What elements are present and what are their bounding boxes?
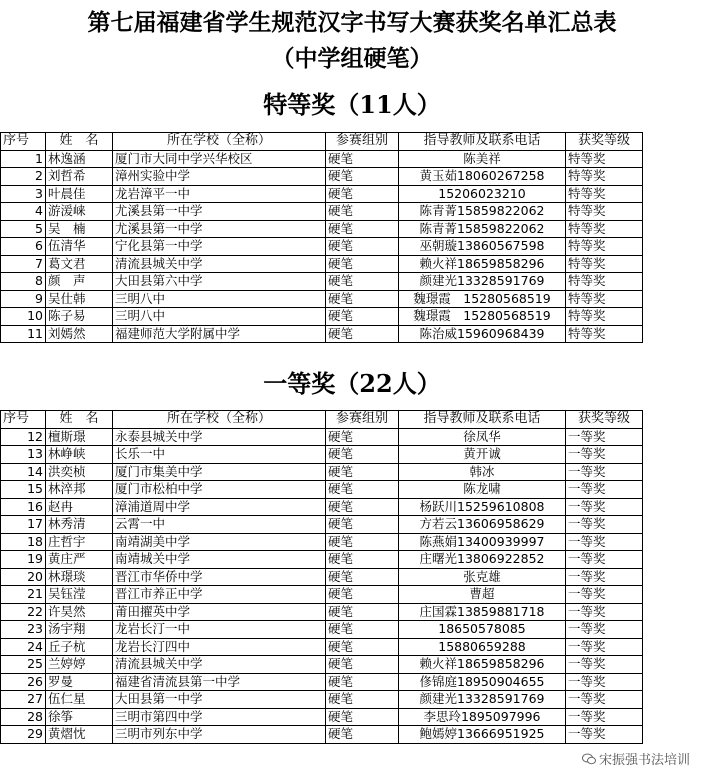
cell-level: 一等奖 [566,568,643,586]
cell-school: 三明八中 [113,308,326,326]
cell-no: 14 [1,463,46,481]
cell-teacher: 赖火祥18659858296 [399,656,566,674]
cell-no: 29 [1,726,46,744]
cell-group: 硬笔 [326,463,399,481]
cell-level: 一等奖 [566,446,643,464]
cell-level: 一等奖 [566,481,643,499]
cell-name: 林逸涵 [46,150,113,168]
table-row [1,308,643,326]
cell-school: 龙岩长汀四中 [113,638,326,656]
cell-teacher: 杨跃川15259610808 [399,498,566,516]
cell-group: 硬笔 [326,568,399,586]
cell-level: 一等奖 [566,621,643,639]
cell-teacher: 黄玉茹18060267258 [399,168,566,186]
cell-name: 庄哲宇 [46,533,113,551]
cell-name: 伍仁星 [46,691,113,709]
table-row [1,481,643,499]
cell-name: 林璟琰 [46,568,113,586]
cell-level: 一等奖 [566,551,643,569]
cell-group: 硬笔 [326,255,399,273]
cell-teacher: 15880659288 [399,638,566,656]
cell-teacher: 颜建光13328591769 [399,273,566,291]
cell-level: 一等奖 [566,498,643,516]
cell-name: 檀斯璟 [46,428,113,446]
cell-teacher: 曹超 [399,586,566,604]
table-row [1,463,643,481]
cell-teacher: 李思玲1895097996 [399,708,566,726]
cell-name: 陈子易 [46,308,113,326]
cell-school: 厦门市集美中学 [113,463,326,481]
cell-no: 23 [1,621,46,639]
cell-teacher: 鲍嫣婷13666951925 [399,726,566,744]
cell-school: 厦门市大同中学兴华校区 [113,150,326,168]
cell-name: 林淬邦 [46,481,113,499]
cell-school: 漳浦道周中学 [113,498,326,516]
table-row [1,603,643,621]
cell-name: 吴仕韩 [46,290,113,308]
cell-school: 漳州实验中学 [113,168,326,186]
table-row [1,586,643,604]
header-no: 序号 [1,133,46,151]
table-row [1,691,643,709]
cell-group: 硬笔 [326,220,399,238]
table-header-row [1,133,643,151]
first-prize-table [0,410,643,744]
table-row [1,273,643,291]
cell-teacher: 巫朝璇13860567598 [399,238,566,256]
cell-level: 特等奖 [566,150,643,168]
cell-name: 许昊然 [46,603,113,621]
cell-level: 一等奖 [566,638,643,656]
cell-group: 硬笔 [326,708,399,726]
cell-level: 一等奖 [566,428,643,446]
table-row [1,621,643,639]
cell-group: 硬笔 [326,428,399,446]
cell-group: 硬笔 [326,203,399,221]
table-row [1,428,643,446]
cell-name: 刘嫣然 [46,325,113,343]
cell-no: 3 [1,185,46,203]
cell-teacher: 庄曙光13806922852 [399,551,566,569]
cell-no: 2 [1,168,46,186]
cell-level: 特等奖 [566,308,643,326]
cell-name: 吴 楠 [46,220,113,238]
table-row [1,726,643,744]
cell-school: 南靖城关中学 [113,551,326,569]
cell-group: 硬笔 [326,290,399,308]
cell-name: 游湲崃 [46,203,113,221]
section-heading-special-prize: 特等奖（11人） [263,90,441,119]
cell-no: 4 [1,203,46,221]
cell-level: 一等奖 [566,463,643,481]
header-level: 获奖等级 [566,133,643,151]
cell-level: 特等奖 [566,185,643,203]
cell-group: 硬笔 [326,638,399,656]
cell-school: 三明市列东中学 [113,726,326,744]
cell-group: 硬笔 [326,691,399,709]
cell-school: 尤溪县第一中学 [113,220,326,238]
cell-school: 南靖湖美中学 [113,533,326,551]
cell-group: 硬笔 [326,308,399,326]
cell-name: 罗曼 [46,673,113,691]
cell-no: 17 [1,516,46,534]
cell-school: 龙岩长汀一中 [113,621,326,639]
table-row [1,255,643,273]
cell-group: 硬笔 [326,150,399,168]
cell-level: 一等奖 [566,603,643,621]
cell-no: 22 [1,603,46,621]
header-group: 参赛组别 [326,133,399,151]
cell-teacher: 陈治威15960968439 [399,325,566,343]
cell-name: 兰婷婷 [46,656,113,674]
cell-no: 19 [1,551,46,569]
cell-name: 吴钰滢 [46,586,113,604]
cell-level: 一等奖 [566,708,643,726]
wechat-icon [582,753,596,765]
cell-level: 一等奖 [566,726,643,744]
cell-no: 1 [1,150,46,168]
cell-no: 25 [1,656,46,674]
cell-school: 云霄一中 [113,516,326,534]
cell-school: 三明市第四中学 [113,708,326,726]
cell-teacher: 陈美祥 [399,150,566,168]
cell-level: 一等奖 [566,516,643,534]
watermark [582,749,690,768]
cell-no: 15 [1,481,46,499]
cell-no: 20 [1,568,46,586]
cell-level: 一等奖 [566,673,643,691]
table-row [1,551,643,569]
cell-group: 硬笔 [326,516,399,534]
cell-no: 16 [1,498,46,516]
cell-group: 硬笔 [326,168,399,186]
cell-name: 颜 声 [46,273,113,291]
cell-teacher: 18650578085 [399,621,566,639]
cell-teacher: 颜建光13328591769 [399,691,566,709]
cell-level: 一等奖 [566,586,643,604]
section-heading-first-prize: 一等奖（22人） [263,369,441,398]
cell-school: 大田县第六中学 [113,273,326,291]
cell-group: 硬笔 [326,551,399,569]
cell-teacher: 徐凤华 [399,428,566,446]
table-row [1,290,643,308]
header-teacher: 指导教师及联系电话 [399,411,566,429]
cell-school: 龙岩漳平一中 [113,185,326,203]
cell-name: 林峥峡 [46,446,113,464]
document-subtitle: （中学组硬笔） [271,45,433,72]
document-title: 第七届福建省学生规范汉字书写大赛获奖名单汇总表 [87,9,617,36]
cell-teacher: 陈青菁15859822062 [399,203,566,221]
cell-no: 21 [1,586,46,604]
table-row [1,446,643,464]
cell-school: 福建省清流县第一中学 [113,673,326,691]
cell-name: 林秀清 [46,516,113,534]
special-prize-table [0,132,643,343]
watermark-text: 宋振强书法培训 [598,753,690,768]
table-row [1,325,643,343]
table-row [1,238,643,256]
cell-level: 一等奖 [566,656,643,674]
cell-no: 10 [1,308,46,326]
cell-level: 特等奖 [566,168,643,186]
cell-teacher: 黄开诚 [399,446,566,464]
cell-level: 特等奖 [566,203,643,221]
cell-school: 晋江市养正中学 [113,586,326,604]
cell-no: 11 [1,325,46,343]
cell-name: 黄庄严 [46,551,113,569]
cell-group: 硬笔 [326,325,399,343]
cell-group: 硬笔 [326,673,399,691]
table-row [1,516,643,534]
cell-school: 大田县第一中学 [113,691,326,709]
cell-no: 8 [1,273,46,291]
cell-teacher: 方若云13606958629 [399,516,566,534]
cell-teacher: 庄国霖13859881718 [399,603,566,621]
cell-teacher: 陈燕娟13400939997 [399,533,566,551]
header-group: 参赛组别 [326,411,399,429]
header-name: 姓 名 [46,133,113,151]
cell-name: 赵冉 [46,498,113,516]
cell-level: 特等奖 [566,238,643,256]
cell-teacher: 15206023210 [399,185,566,203]
header-school: 所在学校（全称） [113,411,326,429]
header-name: 姓 名 [46,411,113,429]
table-row [1,220,643,238]
cell-group: 硬笔 [326,481,399,499]
cell-school: 清流县城关中学 [113,656,326,674]
cell-group: 硬笔 [326,238,399,256]
table-header-row [1,411,643,429]
cell-no: 5 [1,220,46,238]
cell-school: 晋江市华侨中学 [113,568,326,586]
cell-school: 永泰县城关中学 [113,428,326,446]
cell-school: 福建师范大学附属中学 [113,325,326,343]
cell-group: 硬笔 [326,726,399,744]
header-no: 序号 [1,411,46,429]
cell-level: 特等奖 [566,255,643,273]
cell-name: 汤宇翔 [46,621,113,639]
cell-no: 28 [1,708,46,726]
cell-group: 硬笔 [326,446,399,464]
cell-name: 黄熠忱 [46,726,113,744]
table-row [1,168,643,186]
cell-name: 伍清华 [46,238,113,256]
cell-no: 12 [1,428,46,446]
cell-no: 26 [1,673,46,691]
cell-level: 一等奖 [566,691,643,709]
cell-group: 硬笔 [326,586,399,604]
cell-name: 叶晨佳 [46,185,113,203]
cell-school: 三明八中 [113,290,326,308]
cell-level: 一等奖 [566,533,643,551]
cell-group: 硬笔 [326,656,399,674]
cell-level: 特等奖 [566,220,643,238]
cell-group: 硬笔 [326,498,399,516]
cell-name: 葛文君 [46,255,113,273]
table-row [1,533,643,551]
cell-teacher: 赖火祥18659858296 [399,255,566,273]
table-row [1,708,643,726]
table-row [1,150,643,168]
cell-level: 特等奖 [566,273,643,291]
header-teacher: 指导教师及联系电话 [399,133,566,151]
cell-no: 24 [1,638,46,656]
cell-school: 厦门市松柏中学 [113,481,326,499]
table-row [1,673,643,691]
table-row [1,498,643,516]
cell-group: 硬笔 [326,533,399,551]
cell-group: 硬笔 [326,621,399,639]
cell-group: 硬笔 [326,185,399,203]
cell-school: 宁化县第一中学 [113,238,326,256]
cell-teacher: 魏璟霞 15280568519 [399,290,566,308]
cell-school: 莆田擢英中学 [113,603,326,621]
table-row [1,638,643,656]
cell-name: 徐筝 [46,708,113,726]
cell-school: 清流县城关中学 [113,255,326,273]
cell-no: 6 [1,238,46,256]
cell-teacher: 俢锦庭18950904655 [399,673,566,691]
header-school: 所在学校（全称） [113,133,326,151]
table-row [1,656,643,674]
table-row [1,203,643,221]
cell-no: 27 [1,691,46,709]
header-level: 获奖等级 [566,411,643,429]
cell-name: 刘哲希 [46,168,113,186]
cell-level: 特等奖 [566,290,643,308]
cell-school: 长乐一中 [113,446,326,464]
cell-name: 丘子杭 [46,638,113,656]
cell-school: 尤溪县第一中学 [113,203,326,221]
cell-teacher: 韩冰 [399,463,566,481]
cell-teacher: 张克雄 [399,568,566,586]
cell-level: 特等奖 [566,325,643,343]
cell-name: 洪奕桢 [46,463,113,481]
cell-group: 硬笔 [326,273,399,291]
cell-teacher: 陈青菁15859822062 [399,220,566,238]
cell-group: 硬笔 [326,603,399,621]
cell-no: 18 [1,533,46,551]
table-row [1,568,643,586]
cell-no: 9 [1,290,46,308]
table-row [1,185,643,203]
cell-teacher: 魏璟霞 15280568519 [399,308,566,326]
cell-no: 13 [1,446,46,464]
cell-no: 7 [1,255,46,273]
cell-teacher: 陈龙啸 [399,481,566,499]
